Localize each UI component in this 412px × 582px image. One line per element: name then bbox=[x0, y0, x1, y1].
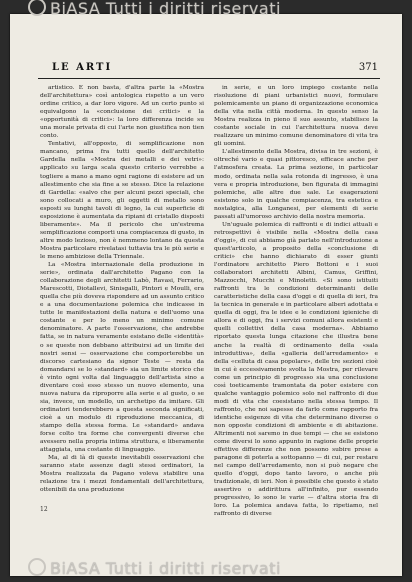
watermark-top bbox=[28, 0, 281, 18]
watermark-bottom bbox=[28, 558, 281, 578]
biasa-logo-icon bbox=[28, 0, 46, 16]
paragraph: artistico. E non basta, d'altra parte la «Mostra dell'architettura» così antologica rispetto a un vero ordine critico, a dar loro vigore. Ad un certo punto si equivalgono la «conclusione dei critici» e la «opportunità di critici»: la loro differenza incide su una morale privata di cui l'arte non giustifica non tien conto. bbox=[40, 85, 204, 140]
footer-page-marker: 12 bbox=[40, 506, 48, 513]
watermark-top-text: BiASA Tutti i diritti riservati bbox=[50, 0, 281, 18]
paragraph: L'allestimento della Mostra, divisa in tre sezioni, è oltreché vario e quasi pittoresco, efficace anche per l'atmosfera creata. La prima sezione, in particolar modo, ordinata nella sala rotonda di ingresso, è una vera e propria introduzione, ben figurata di immagini polemiche, alle altre due sale. Le esagerazioni esistono solo in qualche compiacenza, tra estetica e nostalgica, alla Longanesi, per elementi di serie passati all'umoroso archivio della nostra memoria. bbox=[214, 149, 378, 220]
biasa-logo-icon bbox=[28, 558, 46, 576]
right-column bbox=[214, 84, 378, 518]
paragraph: Tentativi, all'opposto, di semplificazione non mancano, prima fra tutti quello dell'architetto Gardella nella «Mostra dei metalli e dei vetri»: applicato su larga scala questo criterio verrebbe a togliere a mano a mano ogni ragione di esistere ad un allestimento che sia fine a se stesso. Dice la relazione di Gardella: «salvo che per alcuni pezzi speciali, che sono collocati a muro, gli oggetti di metallo sono esposti su lunghi tavoli di legno, la cui superficie di esposizione è aumentata da ripiani di cristallo disposti liberamente». Ma il pericolo che un'estrema semplificazione comporti una compiacenza di gusto, in altre modo lezioso, non è nemmeno lontano da questa Mostra particolare rivelatasi tuttavia tra le più serie e le meno ambiziose della Triennale. bbox=[40, 141, 204, 260]
paragraph: Ma, al di là di queste inevitabili osservazioni che saranno state assenze dagli stessi ordinatori, la Mostra realizzata da Pagano voleva stabilire una relazione tra i mezzi fondamentali dell'architettura, ottenibili da una produzione bbox=[40, 455, 204, 494]
watermark-bottom-text: BiASA Tutti i diritti riservati bbox=[50, 559, 281, 578]
left-column bbox=[40, 84, 204, 500]
header-rule bbox=[38, 78, 380, 79]
running-header bbox=[38, 62, 378, 78]
page-number: 371 bbox=[358, 62, 378, 73]
paragraph: Un'uguale polemica di raffronti e di indici attuali e retrospettivi è visibile nella «Mostra della casa d'oggi», di cui abbiamo già parlato nell'introduzione a quest'articolo, a proposito della «conclusione di critici» che hanno dichiarato di esser giunti l'ordinatore architetto Piero Bottoni e i suoi collaboratori architetti Albini, Camus, Griffini, Mazzocchi, Mucchi e Minoletti. «Si sono istituiti raffronti tra le condizioni determinanti delle caratteristiche della casa d'oggi e di quella di ieri, fra la tecnica in generale e in particolare alberi adottata e quella di oggi, fra le idee e le condizioni igieniche di allora e di oggi, fra i servizi comuni allora esistenti e quelli collettivi della casa moderna». Abbiamo riportato questa lunga citazione che illustra bene anche la realtà di ordinamento della «sala introduttiva», della «galleria dell'arredamento» e della «celluta di casa popolare», delle tre sezioni cioè in cui è eccessivamente svolta la Mostra, per rilevare come un principio di progresso sia una conclusione così toeticamente tramontata da poter esistere con qualche vantaggio polemico solo nel raffronto di due modi di vita che coesistano nella stessa tempo. Il raffronto, che noi sapesse da farlo come rapporto fra identiche esigenze di vita che determinano diverse o non opposte condizioni di ambiente e di abitazione. Altrimenti noi saremo in due tempi — che se esistono come diversi lo sono appunto in ragione delle proprie effettive differenze che non possono subire prese a paragone di poterla a sottopanno — di cui, per restare nel campo dell'arredamento, non si può negare che quello d'oggi, dopo tanto lavoro, o anche più tradizionale, di ieri. Non è possibile che questo è stato assertivo o addirittura all'infinito, pur essendo progressivo, lo sono le varie — d'altra storia fra di loro. La polemica andava fatta, lo ripetiamo, nel raffronto di diverse bbox=[214, 221, 378, 518]
running-title: LE ARTI bbox=[52, 62, 113, 73]
paragraph: in serie, e un loro impiego costante nella risoluzione di piani urbanistici nuovi, formulare polemicamente un piano di organizzazione economica della vita nella città moderna. In questo senso la Mostra realizza in pieno il suo assunto, stabilisce la costante sociale in cui l'architettura nuova deve realizzare un minimo comune denominatore di vita tra gli uomini. bbox=[214, 85, 378, 148]
paragraph: La «Mostra internazionale della produzione in serie», ordinata dall'architetto Pagano con la collaborazione degli architetti Labò, Ravasi, Ferrario, Marescotti, Diotallevi, Sinisgalli, Pintori e Moulli, era quella che più doveva rispondere ad un assunto critico e a una documentazione polemica che indicasse in tutte le manifestazioni della natura e dell'uomo una costante e per lo meno un minimo comune denominatore. A parte l'osservazione, che andrebbe fatta, se in natura veramente esistano delle «identità» o se queste non debbano attribuirsi ad un limite dei nostri sensi — osservazione che comporterebbe un discorso cartesiano da signor Teste — resta da domandarsi se lo «standard» sia un limite storico che è vinto ogni volta dal linguaggio dell'artista sino a diventare così esso stesso un nuovo elemento, una nuova natura da riproporre alla serie e al gusto, o se sia, invece, un modello, un archetipo da imitare. Gli ordinatori tenderebbero a questa seconda significati, cioè a un modulo di riproduzione meccanica, di stampo della stessa forma. Le «standard» andava forse colto tra forme che convergenti diverse che avessero nella propria intima struttura, e liberamente attaggiata, una costante di linguaggio. bbox=[40, 262, 204, 454]
